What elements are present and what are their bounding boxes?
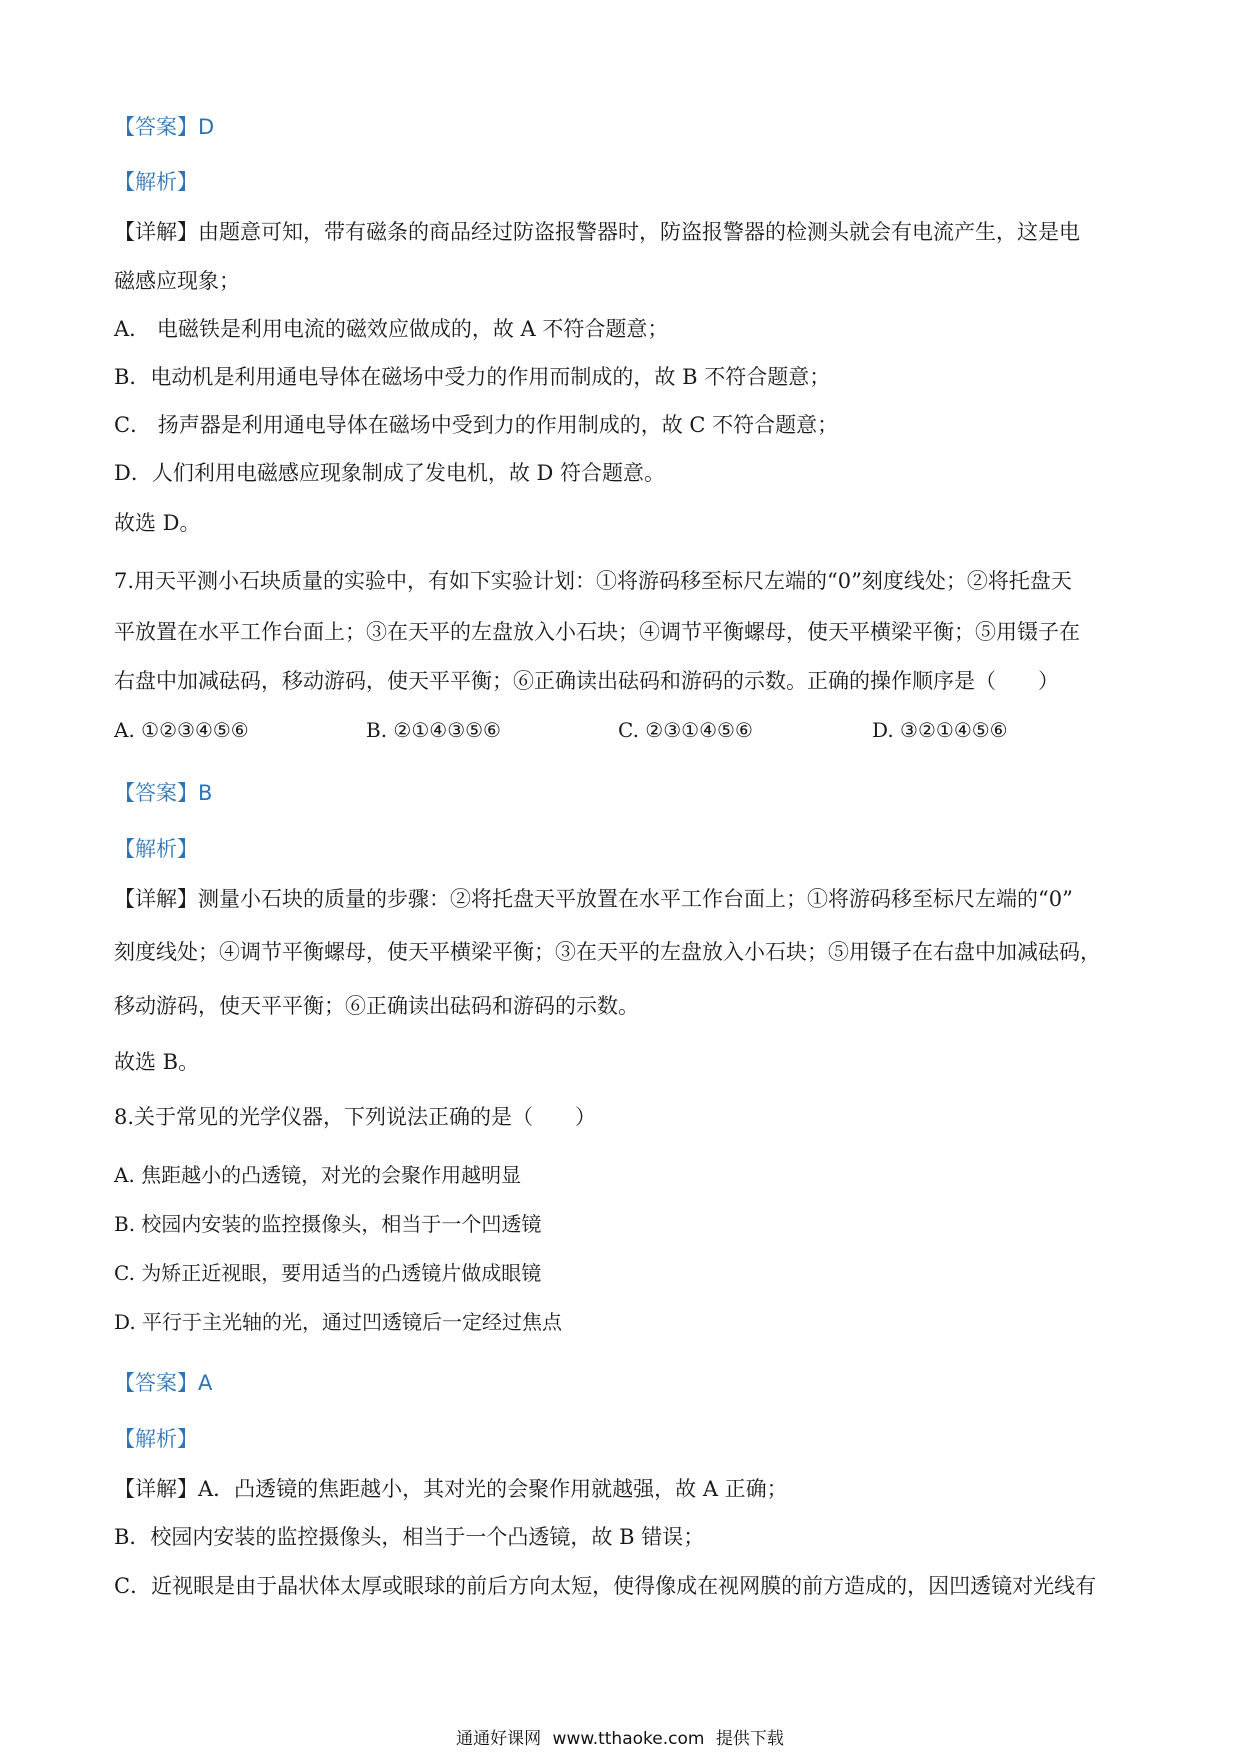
q8-analysis-tag	[114, 1424, 198, 1454]
q6-detail-line-2: 磁感应现象；	[114, 269, 240, 293]
q7-answer-line	[114, 778, 212, 808]
q7-stem-line-2: 平放置在水平工作台面上；③在天平的左盘放入小石块；④调节平衡螺母，使天平横梁平衡；⑤用镊子在	[114, 620, 1080, 644]
q7-analysis-tag	[114, 834, 198, 864]
q7-detail-line-2: 刻度线处；④调节平衡螺母，使天平横梁平衡；③在天平的左盘放入小石块；⑤用镊子在右盘中加减砝码，	[114, 940, 1101, 964]
q7-detail-line-1	[114, 884, 1073, 914]
analysis-tag: 【解析】	[114, 170, 198, 194]
q8-detail-line-1	[114, 1474, 788, 1504]
answer-tag: 【答案】	[114, 781, 198, 805]
analysis-tag: 【解析】	[114, 837, 198, 861]
q8-detail-line-3: C．近视眼是由于晶状体太厚或眼球的前后方向太短，使得像成在视网膜的前方造成的，因凹透镜对光线有	[114, 1574, 1097, 1598]
detail-tag: 【详解】	[114, 1477, 198, 1501]
footer-url-link[interactable]: www.tthaoke.com	[552, 1729, 705, 1749]
analysis-tag: 【解析】	[114, 1427, 198, 1451]
detail-text: 由题意可知，带有磁条的商品经过防盗报警器时，防盗报警器的检测头就会有电流产生，这是电	[198, 220, 1080, 244]
answer-tag: 【答案】	[114, 115, 198, 139]
detail-tag: 【详解】	[114, 220, 198, 244]
q7-option-a: A. ①②③④⑤⑥	[114, 718, 249, 742]
q7-conclusion: 故选 B。	[114, 1050, 200, 1074]
answer-value: B	[198, 781, 213, 805]
q8-answer-line	[114, 1368, 212, 1398]
q6-detail-line-3: A． 电磁铁是利用电流的磁效应做成的，故 A 不符合题意；	[114, 317, 669, 341]
q8-option-c: C. 为矫正近视眼，要用适当的凸透镜片做成眼镜	[114, 1261, 542, 1285]
q6-detail-line-5: C． 扬声器是利用通电导体在磁场中受到力的作用制成的，故 C 不符合题意；	[114, 413, 839, 437]
answer-value: D	[198, 115, 215, 139]
q7-option-b: B. ②①④③⑤⑥	[366, 718, 501, 742]
footer-site-name: 通通好课网	[456, 1729, 542, 1749]
q6-analysis-tag	[114, 167, 198, 197]
q7-stem-line-3: 右盘中加减砝码，移动游码，使天平平衡；⑥正确读出砝码和游码的示数。正确的操作顺序是（ ）	[114, 669, 1059, 693]
answer-tag: 【答案】	[114, 1371, 198, 1395]
q6-detail-line-4: B．电动机是利用通电导体在磁场中受力的作用而制成的，故 B 不符合题意；	[114, 365, 831, 389]
q6-detail-line-6: D．人们利用电磁感应现象制成了发电机，故 D 符合题意。	[114, 461, 666, 485]
q8-option-b: B. 校园内安装的监控摄像头，相当于一个凹透镜	[114, 1212, 542, 1236]
q8-detail-line-2: B．校园内安装的监控摄像头，相当于一个凸透镜，故 B 错误；	[114, 1525, 705, 1549]
detail-tag: 【详解】	[114, 887, 198, 911]
page-footer	[0, 1724, 1240, 1749]
q7-stem-line-1: 7.用天平测小石块质量的实验中，有如下实验计划：①将游码移至标尺左端的“0”刻度线处；②将托盘天	[114, 569, 1072, 593]
q7-option-d: D. ③②①④⑤⑥	[872, 718, 1008, 742]
detail-text: 测量小石块的质量的步骤：②将托盘天平放置在水平工作台面上；①将游码移至标尺左端的“0”	[198, 887, 1073, 911]
footer-suffix: 提供下载	[715, 1729, 784, 1749]
q8-option-d: D. 平行于主光轴的光，通过凹透镜后一定经过焦点	[114, 1310, 563, 1334]
q7-detail-line-3: 移动游码，使天平平衡；⑥正确读出砝码和游码的示数。	[114, 994, 639, 1018]
q6-detail-line-1	[114, 217, 1080, 247]
q8-option-a: A. 焦距越小的凸透镜，对光的会聚作用越明显	[114, 1163, 522, 1187]
q6-answer-line	[114, 112, 214, 142]
answer-value: A	[198, 1371, 213, 1395]
q8-stem: 8.关于常见的光学仪器，下列说法正确的是（ ）	[114, 1105, 597, 1129]
q7-option-c: C. ②③①④⑤⑥	[618, 718, 753, 742]
q6-conclusion: 故选 D。	[114, 511, 201, 535]
detail-text: A．凸透镜的焦距越小，其对光的会聚作用就越强，故 A 正确；	[198, 1477, 788, 1501]
